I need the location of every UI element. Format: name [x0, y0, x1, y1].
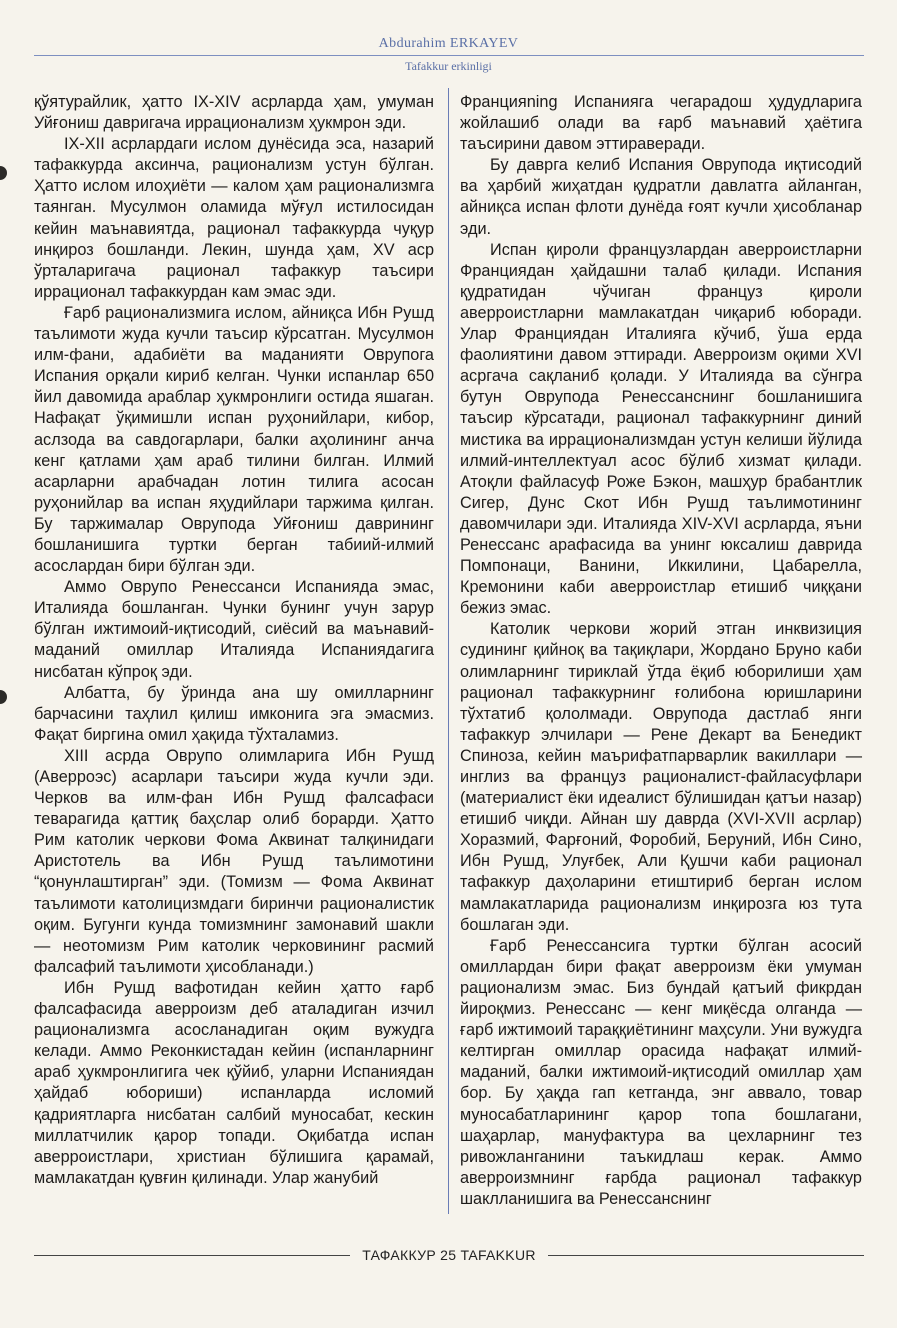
- footer-page-number: ТАФАККУР 25 TAFAKKUR: [362, 1247, 536, 1263]
- column-divider: [448, 88, 449, 1214]
- paragraph: Францияning Испанияга чегарадош ҳудудларига жойлашиб олади ва ғарб маънавий ҳаётига таъсирини давом эттираверади.: [460, 93, 862, 154]
- footer-rule-left: [34, 1255, 350, 1256]
- paragraph: Католик черкови жорий этган инквизиция судининг қийноқ ва тақиқлари, Жордано Бруно каби олимларнинг тириклай ўтда ёқиб юборилиши ҳам рационал тафаккурнинг ғолибона юришларини тўхтатиб қололмади. Оврупода дастлаб янги тафаккур элчилари — Рене Декарт ва Бенедикт Спиноза, кейин маърифатпарварлик вакиллари — инглиз ва француз рационалист-файласуфлари (материалист ёки идеалист бўлишидан қатъи назар) етишиб чиқди. Айнан шу даврда (XVI-XVII асрлар) Хоразмий, Фарғоний, Форобий, Беруний, Ибн Сино, Ибн Рушд, Улуғбек, Али Қушчи каби рационал тафаккур даҳоларини етиштириб берган ислом мамлакатларида рационализм инқирозга юз тута бошлаган эди.: [460, 620, 862, 934]
- binder-hole: [0, 690, 7, 704]
- paragraph: Ибн Рушд вафотидан кейин ҳатто ғарб фалсафасида аверроизм деб аталадиган изчил рационализмга асосланадиган оқим вужудга келади. Аммо Реконкистадан кейин (испанларнинг араб ҳукмронлигига чек қўйиб, уларни Испаниядан ҳайдаб юбориши) испанларда исломий қадриятларга нисбатан салбий муносабат, кескин миллатчилик қарор топади. Оқибатда испан аверроистлари, христиан бўлишига қарамай, мамлакатдан қувғин қилинади. Улар жанубий: [34, 978, 434, 1187]
- left-column: [34, 92, 434, 1189]
- paragraph: XIII асрда Оврупо олимларига Ибн Рушд (Аверроэс) асарлари таъсири жуда кучли эди. Черков ва илм-фан Ибн Рушд фалсафаси теварагида қаттиқ баҳслар олиб борарди. Ҳатто Рим католик черкови Фома Аквинат талқинидаги Аристотель ва Ибн Рушд таълимотини “қонунлаштирган” эди. (Томизм — Фома Аквинат таълимоти католицизмдаги биринчи рационалистик оқим. Бугунги кунда томизмнинг замонавий шакли — неотомизм Рим католик черковининг расмий фалсафий таълимоти ҳисобланади.): [34, 746, 434, 976]
- right-column: [460, 92, 862, 1210]
- paragraph: IX-XII асрлардаги ислом дунёсида эса, назарий тафаккурда аксинча, рационализм устун бўлган. Ҳатто ислом илоҳиёти — калом ҳам рационализмга таянган. Мусулмон оламида мўғул истилосидан кейин маънавиятда, рационал тафаккурда чуқур инқироз бошланди. Лекин, шунда ҳам, XV аср ўрталаригача рационал тафаккур таъсири иррационал тафаккурдан кам эмас эди.: [34, 135, 434, 301]
- header-title: Tafakkur erkinligi: [405, 59, 492, 73]
- paragraph: Ғарб рационализмига ислом, айниқса Ибн Рушд таълимоти жуда кучли таъсир кўрсатган. Мусулмон илм-фани, адабиёти ва маданияти Оврупога Испания орқали кириб келган. Чунки испанлар 650 йил давомида араблар ҳукмронлиги остида яшаган. Нафақат ўқимишли испан руҳонийлари, кибор, аслзода ва савдогарлари, балки аҳолининг анча кенг қатлами ҳам араб тилини билган. Илмий асарларни арабчадан лотин тилига асосан руҳонийлар ва испан яҳудийлари таржима қилган. Бу таржималар Оврупода Уйғониш даврининг бошланишига туртки берган табиий-илмий асослардан бири бўлган эди.: [34, 303, 434, 576]
- paragraph: Ғарб Ренессансига туртки бўлган асосий омиллардан бири фақат аверроизм ёки умуман рационализм эмас. Биз бундай қатъий фикрдан йироқмиз. Ренессанс — кенг миқёсда олганда — ғарб ижтимоий тараққиётининг маҳсули. Уни вужудга келтирган омиллар орасида нафақат илмий-маданий, балки ижтимоий-иқтисодий омиллар ҳам бор. Бу ҳақда гап кетганда, энг аввало, товар муносабатларининг қарор топа бошлагани, шаҳарлар, мануфактура ва цехларнинг тез ривожланганини таъкидлаш керак. Аммо аверроизмнинг ғарбда рационал тафаккур шаклланишига ва Ренессанснинг: [460, 936, 862, 1208]
- footer-rule-right: [548, 1255, 864, 1256]
- paragraph: Бу даврга келиб Испания Оврупода иқтисодий ва ҳарбий жиҳатдан қудратли давлатга айланган, айниқса испан флоти дунёда ғоят кучли ҳисобланар эди.: [460, 156, 862, 238]
- paragraph: Испан қироли французлардан аверроистларни Франциядан ҳайдашни талаб қилади. Испания қудратидан чўчиган француз қироли аверроистларни мамлакатдан чиқариб юборади. Улар Франциядан Италияга кўчиб, ўша ерда фаолиятини давом эттиради. Аверроизм оқими XVI асргача сақланиб қолади. У Италияда ва сўнгра бутун Оврупода Ренессанснинг бошланишига таъсир кўрсатади, рационал тафаккурнинг диний мистика ва иррационализмдан устун келиши йўлида илмий-интеллектуал асос бўлиб хизмат қилади. Атоқли файласуф Роже Бэкон, машҳур брабантлик Сигер, Дунс Скот Ибн Рушд таълимотининг давомчилари эди. Италияда XIV-XVI асрларда, яъни Ренессанс арафасида ва унинг юксалиш даврида Помпонаци, Ванини, Иккилини, Цабарелла, Кремонини каби аверроистлар етишиб чиққани бежиз эмас.: [460, 240, 862, 618]
- paragraph: Аммо Оврупо Ренессанси Испанияда эмас, Италияда бошланган. Чунки бунинг учун зарур бўлган ижтимоий-иқтисодий, сиёсий ва маънавий-маданий омиллар Италияда Испаниядагига нисбатан кўпроқ эди.: [34, 578, 434, 681]
- paragraph: Албатта, бу ўринда ана шу омилларнинг барчасини таҳлил қилиш имконига эга эмасмиз. Фақат биргина омил ҳақида тўхталамиз.: [34, 683, 434, 744]
- binder-hole: [0, 166, 7, 180]
- header-author: Abdurahim ERKAYEV: [378, 36, 519, 51]
- page-footer: [34, 1247, 864, 1263]
- paragraph: қўятурайлик, ҳатто IX-XIV асрларда ҳам, умуман Уйғониш давригача иррационализм ҳукмрон эди.: [34, 93, 434, 133]
- header-rule: [34, 55, 864, 56]
